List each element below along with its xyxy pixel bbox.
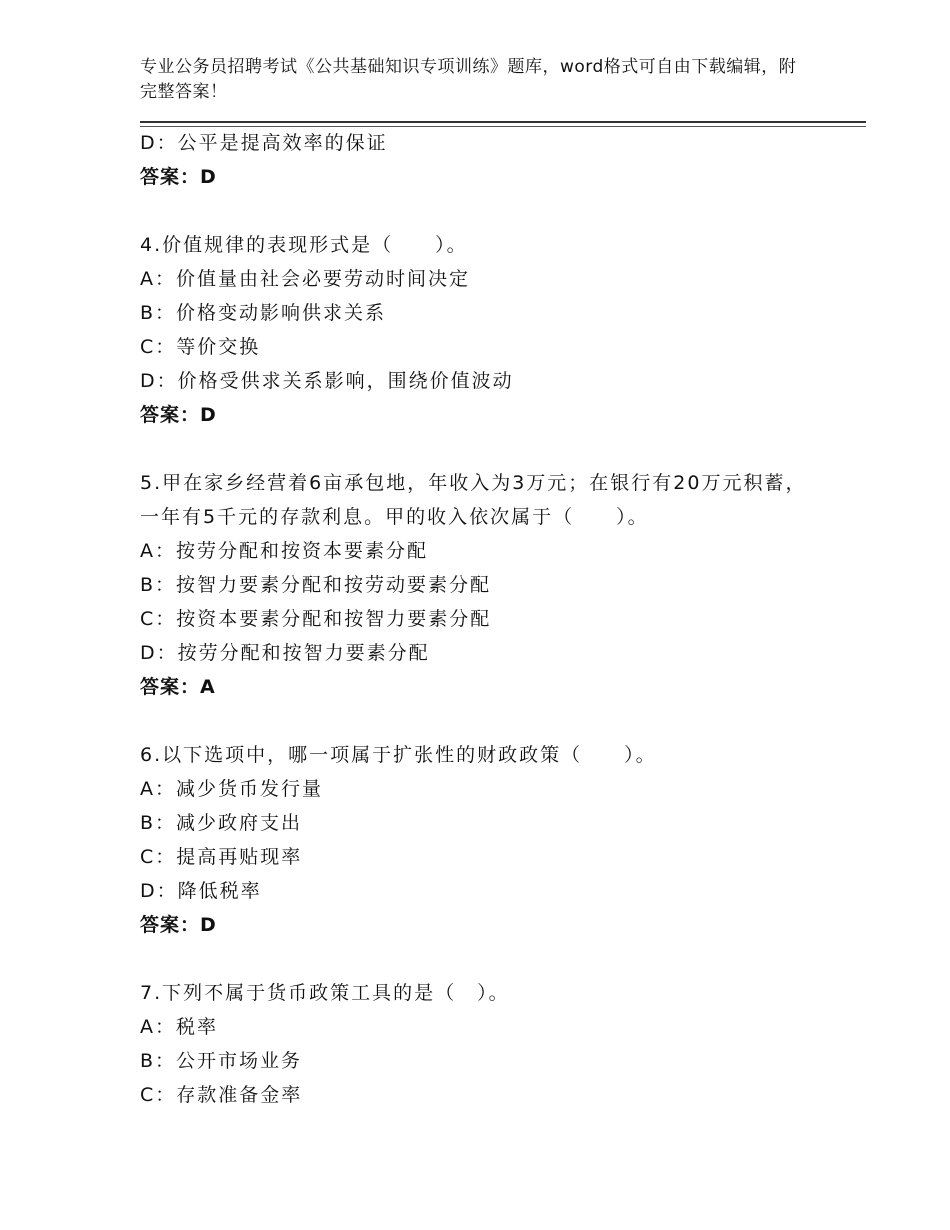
option-a: A：税率 (140, 1016, 218, 1038)
spacer (140, 432, 860, 466)
option-a: A：减少货币发行量 (140, 778, 323, 800)
answer-label: 答案：D (140, 404, 217, 426)
question-stem: 6.以下选项中，哪一项属于扩张性的财政政策（ ）。 (140, 744, 657, 766)
option-c: C：提高再贴现率 (140, 846, 303, 868)
question-stem: 4.价值规律的表现形式是（ ）。 (140, 234, 468, 256)
option-b: B：减少政府支出 (140, 812, 303, 834)
option-d: D：按劳分配和按智力要素分配 (140, 642, 430, 664)
option-c: C：等价交换 (140, 336, 261, 358)
option-c: C：存款准备金率 (140, 1084, 303, 1106)
document-header: 专业公务员招聘考试《公共基础知识专项训练》题库，word格式可自由下载编辑，附完整答案！ (140, 57, 797, 102)
option-d: D：公平是提高效率的保证 (140, 132, 388, 154)
spacer (140, 704, 860, 738)
option-d: D：价格受供求关系影响，围绕价值波动 (140, 370, 514, 392)
answer-label: 答案：A (140, 676, 216, 698)
option-c: C：按资本要素分配和按智力要素分配 (140, 608, 492, 630)
spacer (140, 942, 860, 976)
option-b: B：公开市场业务 (140, 1050, 303, 1072)
question-stem: 5.甲在家乡经营着6亩承包地，年收入为3万元；在银行有20万元积蓄，一年有5千元的存款利息。甲的收入依次属于（ ）。 (140, 472, 807, 528)
answer-label: 答案：D (140, 166, 217, 188)
spacer (140, 194, 860, 228)
option-d: D：降低税率 (140, 880, 262, 902)
option-b: B：按智力要素分配和按劳动要素分配 (140, 574, 492, 596)
answer-label: 答案：D (140, 914, 217, 936)
question-list (140, 126, 860, 1112)
option-a: A：价值量由社会必要劳动时间决定 (140, 268, 470, 290)
question-stem: 7.下列不属于货币政策工具的是（ ）。 (140, 982, 510, 1004)
option-b: B：价格变动影响供求关系 (140, 302, 387, 324)
header-divider-thick (140, 121, 866, 123)
option-a: A：按劳分配和按资本要素分配 (140, 540, 428, 562)
